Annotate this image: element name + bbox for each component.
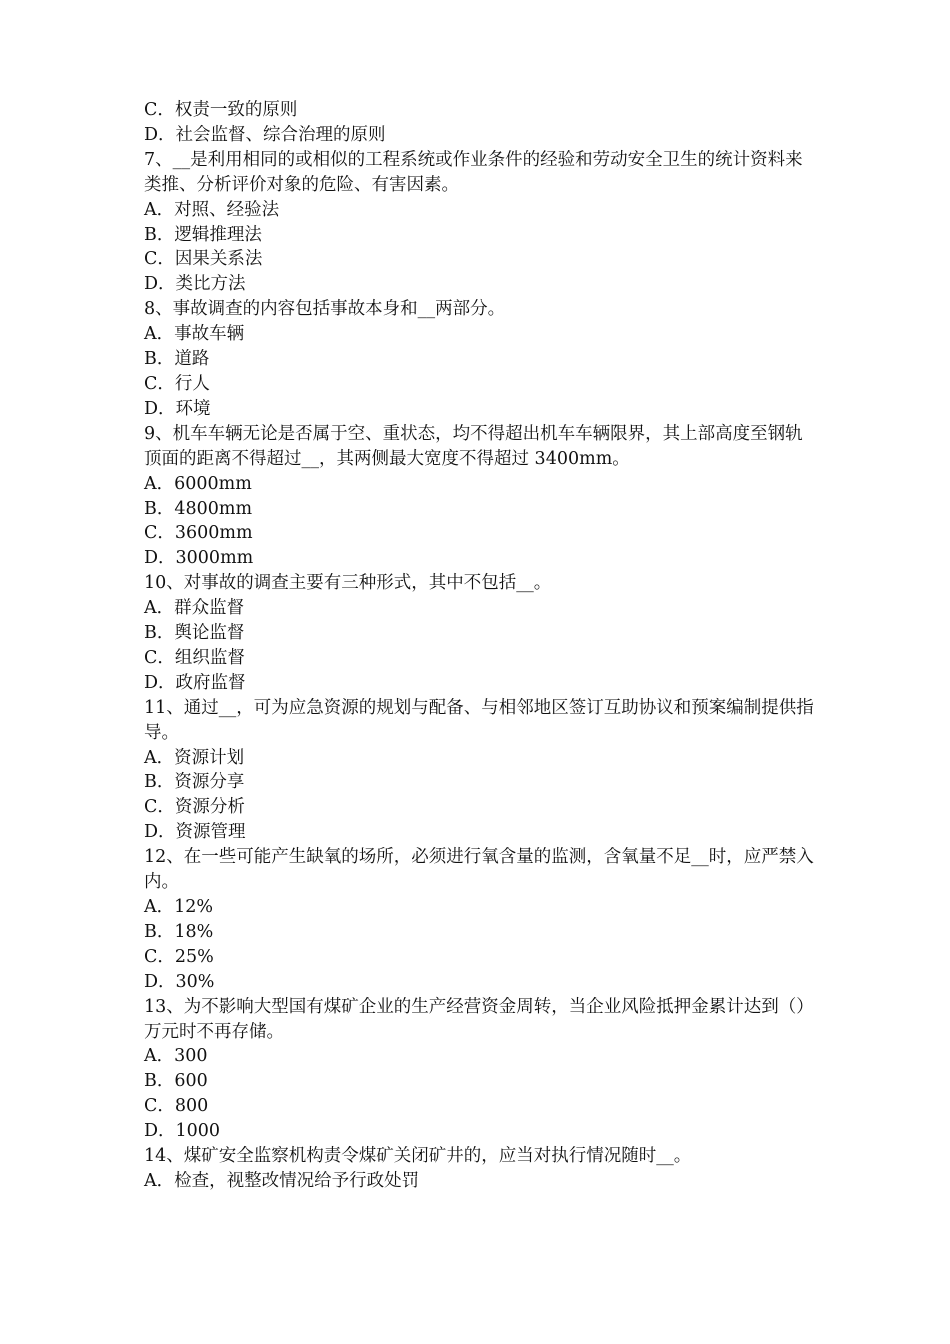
answer-option: B．4800mm <box>144 498 253 519</box>
answer-option: C．3600mm <box>144 523 253 544</box>
question-text: 14、煤矿安全监察机构责令煤矿关闭矿井的，应当对执行情况随时__。 <box>144 1146 692 1167</box>
answer-option: B．逻辑推理法 <box>144 224 262 245</box>
answer-option: A．群众监督 <box>144 598 245 619</box>
question-text: 10、对事故的调查主要有三种形式，其中不包括__。 <box>144 573 552 594</box>
question-text: 9、机车车辆无论是否属于空、重状态，均不得超出机车车辆限界，其上部高度至钢轨顶面的距离不得超过__，其两侧最大宽度不得超过 3400mm。 <box>144 423 803 469</box>
answer-option: D．环境 <box>144 398 211 419</box>
answer-option: A．6000mm <box>144 473 252 494</box>
answer-option: C．因果关系法 <box>144 249 263 270</box>
answer-option: D．30% <box>144 971 215 992</box>
answer-option: A．资源计划 <box>144 747 245 768</box>
answer-option: B．18% <box>144 921 214 942</box>
answer-option: B．道路 <box>144 349 210 370</box>
answer-option: A．对照、经验法 <box>144 199 280 220</box>
answer-option: B．600 <box>144 1071 208 1092</box>
question-text: 12、在一些可能产生缺氧的场所，必须进行氧含量的监测，含氧量不足__时，应严禁入内。 <box>144 847 814 893</box>
answer-option: C．800 <box>144 1096 209 1117</box>
answer-option: D．3000mm <box>144 548 254 569</box>
answer-option: B．舆论监督 <box>144 623 245 644</box>
answer-option: A．事故车辆 <box>144 324 245 345</box>
answer-option: B．资源分享 <box>144 772 245 793</box>
document-page <box>144 98 814 1194</box>
question-text: 7、__是利用相同的或相似的工程系统或作业条件的经验和劳动安全卫生的统计资料来类推、分析评价对象的危险、有害因素。 <box>144 149 803 195</box>
answer-option: D．政府监督 <box>144 672 246 693</box>
question-text: 11、通过__，可为应急资源的规划与配备、与相邻地区签订互助协议和预案编制提供指导。 <box>144 697 814 743</box>
question-text: 13、为不影响大型国有煤矿企业的生产经营资金周转，当企业风险抵押金累计达到（）万元时不再存储。 <box>144 996 814 1042</box>
answer-option: D．资源管理 <box>144 822 246 843</box>
answer-option: D．1000 <box>144 1121 221 1142</box>
answer-option: D．类比方法 <box>144 274 246 295</box>
answer-option: C．25% <box>144 946 214 967</box>
answer-option: C．组织监督 <box>144 647 245 668</box>
answer-option: A．检查，视整改情况给予行政处罚 <box>144 1170 420 1191</box>
answer-option: A．300 <box>144 1046 208 1067</box>
answer-option: D．社会监督、综合治理的原则 <box>144 124 386 145</box>
answer-option: A．12% <box>144 897 214 917</box>
answer-option: C．权责一致的原则 <box>144 100 298 120</box>
answer-option: C．资源分析 <box>144 797 245 818</box>
question-text: 8、事故调查的内容包括事故本身和__两部分。 <box>144 299 506 320</box>
answer-option: C．行人 <box>144 373 210 394</box>
